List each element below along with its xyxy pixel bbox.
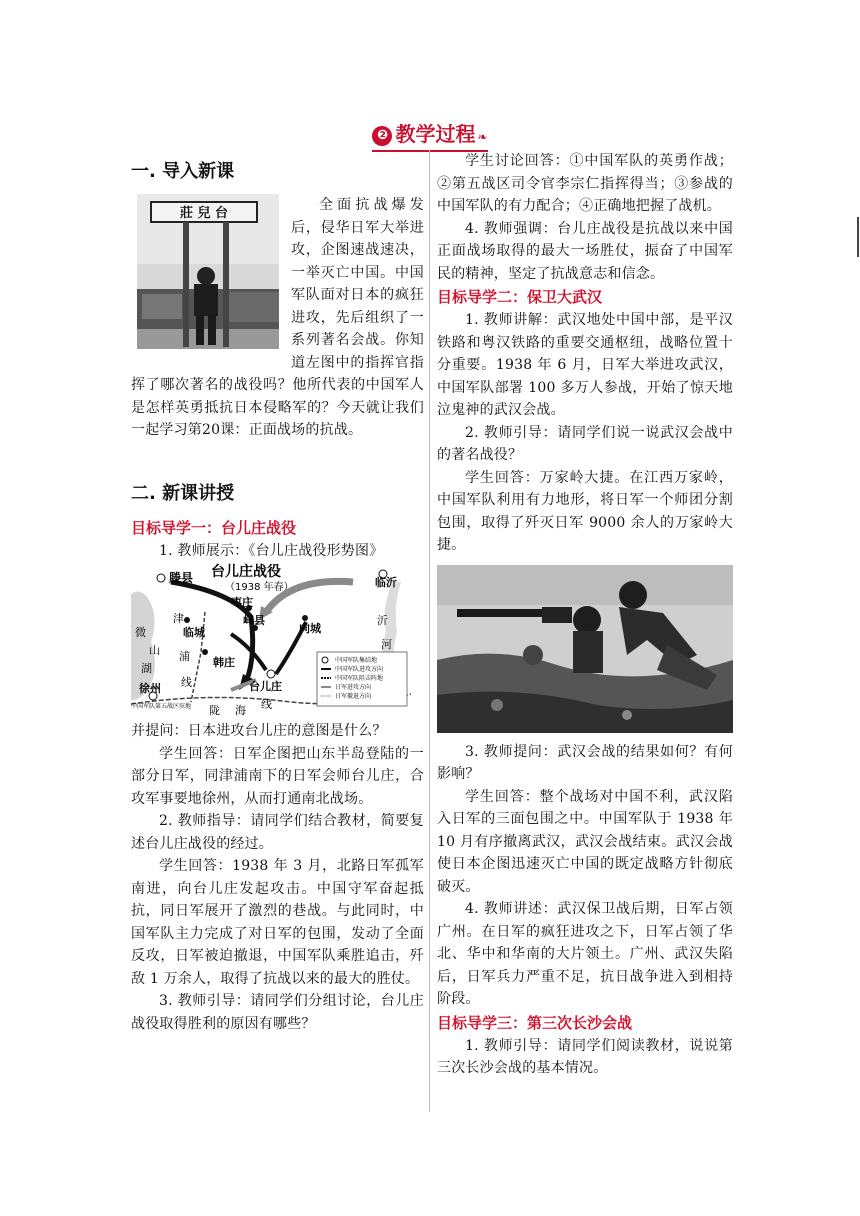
rail-label-hai: 海 bbox=[235, 704, 246, 717]
place-yixian: 峄县 bbox=[243, 614, 265, 627]
paragraph: 3. 教师引导：请同学们分组讨论，台儿庄战役取得胜利的原因有哪些？ bbox=[131, 993, 424, 1032]
legend-item: 中国军队进攻方向 bbox=[335, 666, 384, 673]
lake-label-wei: 微 bbox=[135, 626, 146, 639]
lake-label-hu: 湖 bbox=[141, 662, 152, 675]
intro-paragraph: 全面抗战爆发后，侵华日军大举进攻，企图速战速决，一举灭亡中国。中国军队面对日本的疯狂进攻，先后组织了一系列著名会战。你知道左图中的指挥官指挥了哪次著名的战役吗？他所代表的中国军人是怎样英勇抵抗日本侵略军的？今天就让我们一起学习第20课：正面战场的抗战。 bbox=[131, 197, 424, 438]
legend-item: 日军撤退方向 bbox=[335, 693, 372, 700]
section-title-text: 教学过程 bbox=[395, 122, 476, 146]
paragraph: 并提问：日本进攻台儿庄的意图是什么？ bbox=[131, 723, 387, 739]
legend-item: 日军进攻方向 bbox=[335, 684, 372, 691]
paragraph: 1. 教师引导：请同学们阅读教材，说说第三次长沙会战的基本情况。 bbox=[437, 1037, 733, 1076]
place-lincheng: 临城 bbox=[183, 626, 205, 639]
place-tengxian: 滕县 bbox=[169, 571, 194, 585]
section-title bbox=[0, 118, 860, 152]
paragraph: 学生讨论回答：①中国军队的英勇作战；②第五战区司令官李宗仁指挥得当；③参战的中国军队的有力配合；④正确地把握了战机。 bbox=[437, 153, 733, 214]
paragraph: 2. 教师引导：请同学们说一说武汉会战中的著名战役？ bbox=[437, 424, 733, 463]
paragraph: 2. 教师指导：请同学们结合教材，简要复述台儿庄战役的经过。 bbox=[131, 813, 424, 852]
place-xiangcheng: 向城 bbox=[299, 622, 321, 635]
paragraph: 1. 教师展示：《台儿庄战役形势图》 bbox=[159, 542, 384, 559]
right-column bbox=[437, 150, 733, 1080]
paragraph: 学生回答：1938 年 3 月，北路日军孤军南进，向台儿庄发起攻击。中国守军奋起抵抗，同日军展开了激烈的巷战。与此同时，中国军队主力完成了对日军的包围，发动了全面反攻，日军被迫撤退，中国军队乘胜追击，歼敌 1 万余人，取得了抗战以来的最大的胜仗。 bbox=[131, 858, 424, 987]
goal-heading-3: 目标导学三：第三次长沙会战 bbox=[437, 1013, 633, 1032]
place-xuzhou: 徐州 bbox=[139, 682, 161, 695]
commander-photo bbox=[137, 194, 279, 349]
left-column bbox=[131, 150, 424, 1035]
river-label-he: 河 bbox=[381, 638, 392, 651]
column-divider bbox=[429, 150, 430, 1112]
river-label-yi: 沂 bbox=[377, 614, 388, 627]
lake-label-shan: 山 bbox=[149, 644, 160, 657]
paragraph: 学生回答：万家岭大捷。在江西万家岭，中国军队利用有力地形，将日军一个师团分割包围，取得了歼灭日军 9000 余人的万家岭大捷。 bbox=[437, 469, 733, 553]
paragraph: 学生回答：整个战场对中国不利，武汉陷入日军的三面包围之中。中国军队于 1938 年 10 月有序撤离武汉，武汉会战结束。武汉会战使日本企图迅速灭亡中国的既定战略方针彻底破灭。 bbox=[437, 788, 733, 895]
goal-heading-2: 目标导学二：保卫大武汉 bbox=[437, 288, 603, 306]
page-edge-mark bbox=[857, 217, 859, 257]
place-zaozhuang: 枣庄 bbox=[231, 596, 253, 609]
heading-intro: 一. 导入新课 bbox=[131, 161, 235, 182]
map-subtitle: （1938 年春） bbox=[225, 582, 294, 593]
rail-label-xian: 线 bbox=[181, 676, 192, 689]
paragraph: 学生回答：日军企图把山东半岛登陆的一部分日军，同津浦南下的日军会师台儿庄，合攻军事要地徐州，从而打通南北战场。 bbox=[131, 745, 424, 807]
paragraph: 4. 教师强调：台儿庄战役是抗战以来中国正面战场取得的最大一场胜仗，振奋了中国军民的精神，坚定了抗战意志和信念。 bbox=[437, 220, 733, 282]
place-hanzhuang: 韩庄 bbox=[213, 656, 235, 669]
number-badge: ❷ bbox=[372, 126, 392, 146]
map-title: 台儿庄战役 bbox=[211, 564, 281, 580]
legend-item: 中国军队集结地 bbox=[335, 657, 378, 664]
legend-item: 中国军队阻击阵地 bbox=[335, 675, 384, 682]
paragraph: 3. 教师提问：武汉会战的结果如何？有何影响？ bbox=[437, 743, 733, 782]
rail-label-jin: 津 bbox=[173, 612, 184, 625]
sign-text: 莊 兒 台 bbox=[179, 206, 229, 221]
battle-map bbox=[131, 562, 424, 720]
rail-label-pu: 浦 bbox=[179, 650, 190, 663]
zone-label: 中国军队第五战区驻地 bbox=[131, 703, 192, 710]
rail-label-long: 陇 bbox=[209, 704, 220, 717]
leaf-icon: ❧ bbox=[477, 130, 488, 144]
place-linyi: 临沂 bbox=[375, 576, 397, 589]
heading-new-lesson: 二. 新课讲授 bbox=[131, 482, 235, 504]
paragraph: 4. 教师讲述：武汉保卫战后期，日军占领广州。在日军的疯狂进攻之下，日军占领了华北、华中和华南的大片领土。广州、武汉失陷后，日军兵力严重不足，抗日战争进入到相持阶段。 bbox=[437, 901, 733, 1007]
battle-photo bbox=[437, 565, 733, 733]
rail-label-xian2: 线 bbox=[261, 698, 272, 711]
place-taierzhuang: 台儿庄 bbox=[249, 680, 282, 693]
goal-heading-1: 目标导学一：台儿庄战役 bbox=[131, 518, 297, 537]
paragraph: 1. 教师讲解：武汉地处中国中部，是平汉铁路和粤汉铁路的重要交通枢纽，战略位置十分重要。1938 年 6 月，日军大举进攻武汉，中国军队部署 100 多万人参战，开始了惊天地泣鬼神的武汉会战。 bbox=[437, 312, 733, 418]
